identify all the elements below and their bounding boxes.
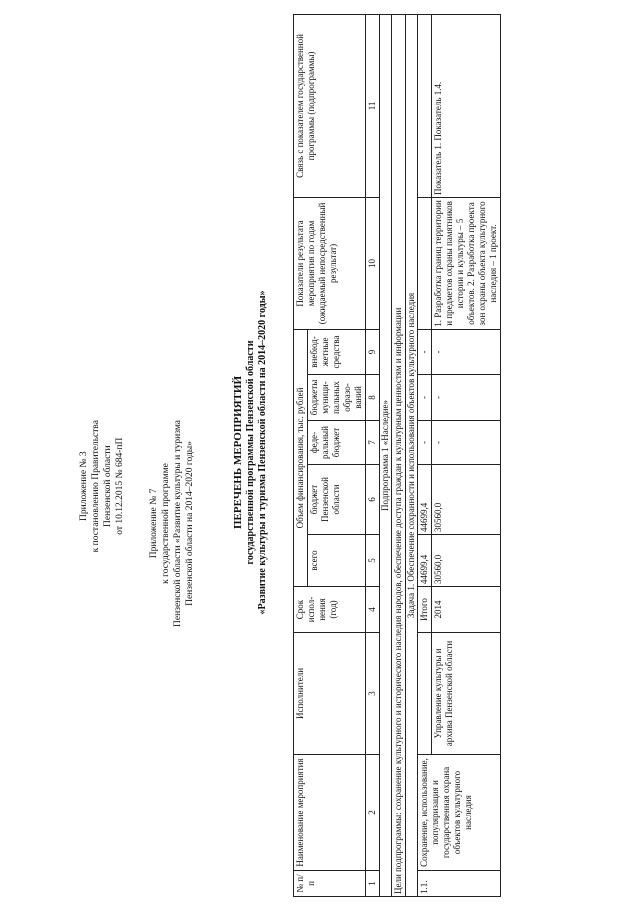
subprogram-row [380,14,392,896]
column-number: 3 [366,633,380,755]
cell-term: Итого [418,587,432,633]
attachment-3-line3: Пензенской области [103,445,113,527]
cell-indicators [418,197,432,329]
header-funding: Объем финансирования, тыс. рублей [294,329,308,586]
task-title: Задача 1. Обеспечение сохранности и использования объектов культурного наследия [406,14,418,896]
cell-municipal: - [418,375,432,421]
cell-regional: 30560,0 [432,465,501,535]
header-municipal: бюджеты муници-пальных образо-ваний [308,375,366,421]
attachment-3-block [78,420,126,552]
column-number: 4 [366,587,380,633]
cell-indicators: 1. Разработка границ территории и предметов охраны памятников истории и культуры – 5 объектов. 2. Разработка проекта зон охраны объекта культурного наследия – 1 проект. [432,197,501,329]
header-term: Срок испол-нения (год) [294,587,366,633]
header-row-1 [294,14,308,896]
cell-extra: - [418,329,432,374]
header-indicators: Показатели результата мероприятия по годам (ожидаемый непосредственный результат) [294,197,366,329]
column-number: 11 [366,14,380,197]
cell-executor: Управление культуры и архива Пензенской области [432,633,501,755]
document-heading [232,0,270,905]
cell-link: Показатель 1. Показатель 1.4. [432,14,501,197]
cell-executor [418,633,432,755]
header-name: Наименование мероприятия [294,755,366,871]
column-number: 7 [366,421,380,465]
subprogram-goal: Цели подпрограммы: сохранение культурного и исторического наследия народов, обеспечение доступа граждан к культурным ценностям и информации [392,14,406,896]
header-num: № п/п [294,871,366,897]
header-total: всего [308,535,366,587]
document-title: ПЕРЕЧЕНЬ МЕРОПРИЯТИЙ [232,375,244,530]
attachment-3-line2: к постановлению Правительства [91,420,101,553]
column-number: 2 [366,755,380,871]
attachment-3-line1: Приложение № 3 [79,451,89,521]
header-executor: Исполнители [294,633,366,755]
activities-table [293,14,501,897]
attachment-7-line2: к государственной программе [161,463,171,584]
cell-total: 30560,0 [432,535,501,587]
cell-total: 44699,4 [418,535,432,587]
document-subtitle-line3: «Развитие культуры и туризма Пензенской области на 2014–2020 годы» [257,290,268,615]
attachment-7-line4: Пензенской области на 2014–2020 годы» [185,441,195,606]
column-number: 9 [366,329,380,374]
cell-regional: 44699,4 [418,465,432,535]
task-row [406,14,418,896]
cell-federal: - [432,421,501,465]
column-number: 1 [366,871,380,897]
goal-row [392,14,406,896]
column-number: 5 [366,535,380,587]
cell-term: 2014 [432,587,501,633]
header-regional: бюджет Пензенской области [308,465,366,535]
header-link: Связь с показателем государственной программы (подпрограммы) [294,14,366,197]
column-numbers-row [366,14,380,896]
subprogram-title: Подпрограмма 1 «Наследие» [380,14,392,896]
cell-federal: - [418,421,432,465]
cell-num: 1.1. [418,871,501,897]
header-extra: внебюд-жетные средства [308,329,366,374]
cell-link [418,14,432,197]
header-federal: феде-ральный бюджет [308,421,366,465]
cell-name: Сохранение, использование, популяризация и государственная охрана объектов культурного наследия [418,755,501,871]
attachment-7-block [148,420,196,627]
document-subtitle-line2: государственной программы Пензенской области [244,340,256,565]
column-number: 6 [366,465,380,535]
attachment-7-line3: Пензенской области «Развитие культуры и туризма [173,420,183,627]
cell-municipal: - [432,375,501,421]
table-row-total [418,14,432,896]
attachment-3-line4: от 10.12.2015 № 684-пП [115,437,125,535]
cell-extra: - [432,329,501,374]
column-number: 10 [366,197,380,329]
attachment-7-line1: Приложение № 7 [149,488,159,559]
column-number: 8 [366,375,380,421]
